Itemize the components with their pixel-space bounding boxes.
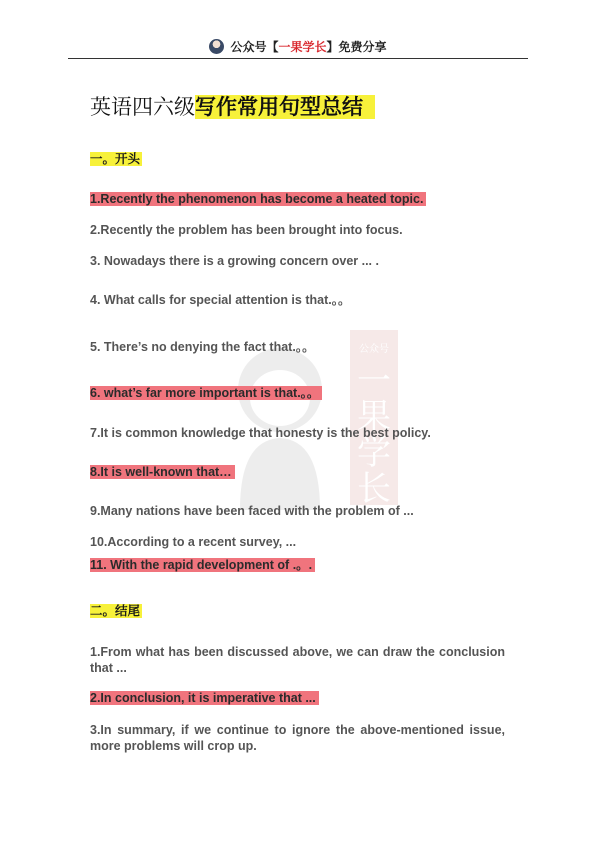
watermark-logo-icon (220, 330, 410, 510)
document-title (90, 94, 375, 120)
list-item: 1.Recently the phenomenon has become a heated topic. (90, 192, 426, 207)
list-item: 8.It is well-known that… (90, 465, 235, 480)
list-item: 4. What calls for special attention is that.。。 (90, 293, 351, 307)
list-item: 1.From what has been discussed above, we can draw the conclusion that ... (90, 645, 505, 675)
list-item: 5. There’s no denying the fact that.。。 (90, 340, 315, 354)
header-suffix: 】免费分享 (326, 39, 387, 54)
watermark-seal-line-5: 长 (357, 470, 391, 508)
list-item: 3.In summary, if we continue to ignore the above-mentioned issue, more problems will crop up. (90, 723, 505, 753)
watermark-seal-line-2: 一 (357, 362, 391, 400)
list-item: 2.Recently the problem has been brought into focus. (90, 223, 403, 237)
list-item: 7.It is common knowledge that honesty is the best policy. (90, 426, 431, 440)
title-plain: 英语四六级 (90, 95, 195, 119)
watermark-seal-line-3: 果 (357, 398, 391, 436)
title-highlight: 写作常用句型总结 (195, 95, 375, 119)
list-item: 10.According to a recent survey, ... (90, 535, 297, 549)
watermark-seal-line-1: 公众号 (359, 344, 389, 355)
header-prefix: 公众号【 (230, 39, 279, 54)
list-item: 9.Many nations have been faced with the problem of ... (90, 504, 414, 518)
list-item: 3. Nowadays there is a growing concern over ... . (90, 254, 379, 268)
page-header (0, 36, 596, 56)
avatar-icon (209, 39, 224, 54)
section-heading-closing: 二。结尾 (90, 604, 141, 618)
list-item: 2.In conclusion, it is imperative that ... (90, 691, 319, 706)
header-divider (68, 58, 528, 59)
section-heading-opening: 一。开头 (90, 152, 141, 166)
list-item: 6. what’s far more important is that.。。 (90, 386, 322, 401)
list-item: 11. With the rapid development of .。. (90, 558, 315, 573)
watermark-seal-line-4: 学 (357, 434, 391, 472)
header-brand: 一果学长 (278, 39, 327, 54)
